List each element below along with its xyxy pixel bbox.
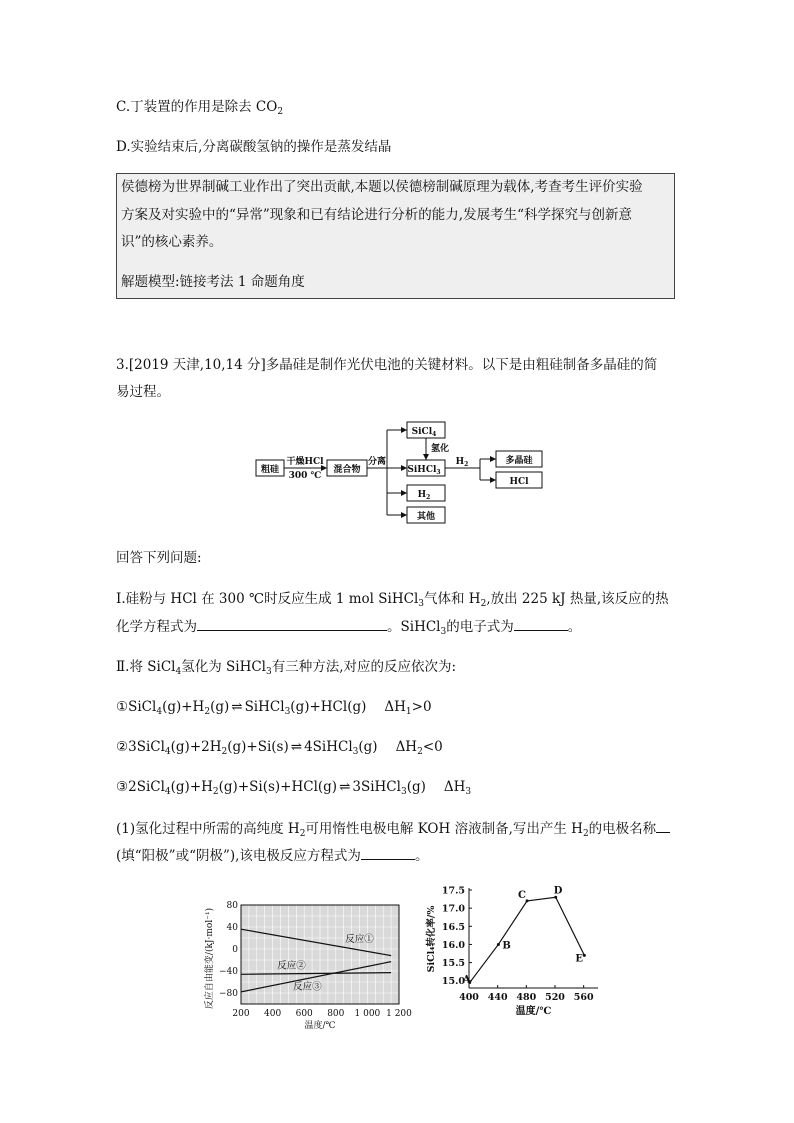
x-tick-label: 1 200	[386, 1009, 412, 1019]
series-label: 反应③	[293, 981, 322, 993]
option-c: C.丁装置的作用是除去 $CO_2$	[116, 99, 284, 117]
electron-formula-blank[interactable]	[514, 616, 568, 631]
part2-intro: Ⅱ.将 SiCl$_4$氢化为 SiHCl$_3$有三种方法,对应的反应依次为:	[116, 659, 457, 677]
reagent-label: 干燥HCl	[286, 457, 324, 467]
option-d: D.实验结束后,分离碳酸氢钠的操作是蒸发结晶	[116, 139, 392, 155]
reaction-2: $②3SiCl_4(g)+2H_2(g)+Si(s)$ ⇌ 4SiHCl$_3$(g) $\Delta H_2<0$	[116, 739, 443, 757]
note-line: 侯德榜为世界制碱工业作出了突出贡献,本题以侯德榜制碱原理为载体,考查考生评价实验	[121, 179, 643, 195]
data-point	[497, 943, 500, 946]
x-tick-label: 600	[295, 1009, 313, 1019]
y-axis-label: SiCl₄转化率/%	[426, 905, 437, 973]
mixture-label: 混合物	[333, 465, 361, 475]
solving-model: 解题模型:链接考法 1 命题角度	[121, 274, 305, 290]
y-axis-label: 反应自由能变/(kJ·mol⁻¹)	[205, 907, 215, 1010]
part1-line1: Ⅰ.硅粉与 HCl 在 300 ℃时反应生成 1 mol SiHCl$_3$气体和 $H_2$,放出 225 kJ 热量,该反应的热	[116, 591, 669, 609]
question-3-line1: 3.[2019 天津,10,14 分]多晶硅是制作光伏电池的关键材料。以下是由粗硅制备多晶硅的简	[116, 357, 658, 373]
y-tick-label: −80	[219, 989, 238, 999]
conversion-line	[470, 897, 585, 982]
hydrogenation-label: 氢化	[430, 444, 450, 454]
point-label: E	[575, 953, 584, 965]
y-tick-label: 15.5	[441, 958, 465, 970]
y-tick-label: 40	[226, 923, 238, 933]
point-label: C	[518, 889, 527, 901]
answer-intro: 回答下列问题:	[116, 550, 202, 566]
x-tick-label: 560	[573, 992, 594, 1003]
hcl-label: HCl	[509, 477, 529, 487]
x-axis-label: 温度/℃	[515, 1006, 552, 1017]
x-tick-label: 800	[327, 1009, 345, 1019]
x-tick-label: 1 000	[354, 1009, 381, 1019]
separation-label: 分离	[367, 457, 387, 467]
x-tick-label: 200	[232, 1009, 250, 1019]
x-tick-label: 400	[459, 992, 479, 1003]
x-tick-label: 480	[516, 992, 537, 1003]
data-point	[583, 954, 586, 957]
free-energy-chart	[200, 885, 412, 1031]
h2-label: $H_2$	[417, 490, 431, 501]
question-1-line1: (1)氢化过程中所需的高纯度 $H_2$可用惰性电极电解 KOH 溶液制备,写出产生 $H_2$的电极名称	[116, 818, 670, 844]
temperature-label: 300 ℃	[288, 471, 322, 481]
crude-silicon-label: 粗硅	[260, 465, 280, 475]
y-tick-label: 0	[232, 945, 238, 955]
y-tick-label: −40	[219, 967, 238, 977]
other-label: 其他	[416, 512, 436, 522]
y-tick-label: 16.0	[441, 939, 465, 951]
note-line: 识”的核心素养。	[121, 234, 223, 250]
y-tick-label: 80	[226, 901, 238, 911]
electrode-name-blank[interactable]	[656, 818, 670, 833]
y-tick-label: 17.0	[441, 903, 465, 915]
question-1-line2: (填“阳极”或“阴极”),该电极反应方程式为 。	[116, 845, 428, 866]
sicl4-label: SiCl$_4$	[411, 427, 437, 438]
note-line: 方案及对实验中的“异常”现象和已有结论进行分析的能力,发展考生“科学探究与创新意	[121, 207, 632, 223]
conversion-chart	[420, 880, 610, 1020]
x-tick-label: 400	[264, 1009, 282, 1019]
equilibrium-arrow-icon: ⇌	[339, 779, 351, 795]
equilibrium-arrow-icon: ⇌	[231, 699, 243, 715]
x-tick-label: 520	[545, 992, 565, 1003]
point-label: B	[502, 940, 511, 952]
electrode-equation-blank[interactable]	[361, 845, 415, 860]
y-tick-label: 15.0	[441, 976, 465, 988]
reaction-1: $①SiCl_4(g)+H_2(g)$ ⇌ SiHCl$_3$(g)+HCl(g) $\Delta H_1>0$	[116, 699, 432, 717]
polysilicon-label: 多晶硅	[505, 456, 533, 466]
sihcl3-label: SiHCl$_3$	[407, 465, 441, 476]
point-label: D	[553, 885, 563, 897]
equilibrium-arrow-icon: ⇌	[290, 739, 303, 755]
reaction-3: $③2SiCl_4(g)+H_2(g)+Si(s)+HCl(g)$ ⇌ 3SiHCl$_3$(g) $\Delta H_3$	[116, 779, 472, 797]
series-label: 反应①	[345, 934, 374, 946]
series-label: 反应②	[277, 960, 306, 972]
y-tick-label: 16.5	[441, 921, 465, 933]
part1-line2: 化学方程式为 。SiHCl$_3$的电子式为 。	[116, 616, 581, 642]
h2-arrow-label: $H_2$	[455, 457, 469, 468]
x-axis-label: 温度/℃	[304, 1021, 336, 1031]
commentary-box	[116, 173, 675, 299]
thermo-equation-blank[interactable]	[197, 616, 387, 631]
x-tick-label: 440	[487, 992, 508, 1003]
question-3-line2: 易过程。	[116, 384, 170, 400]
process-flow-diagram	[250, 415, 560, 527]
point-label: A	[462, 974, 471, 986]
y-tick-label: 17.5	[441, 885, 465, 897]
